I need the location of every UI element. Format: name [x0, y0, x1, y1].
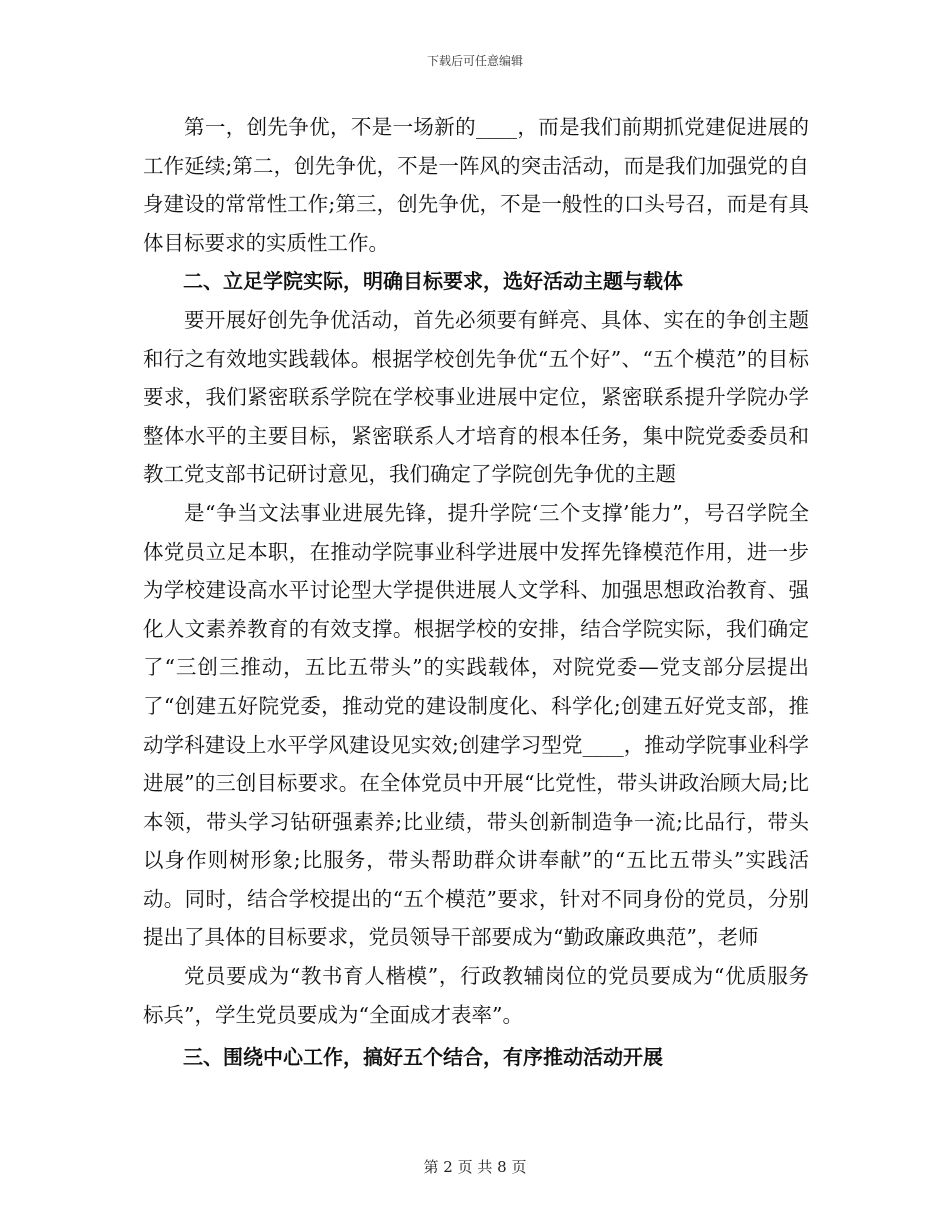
paragraph-1: 第一，创先争优，不是一场新的____，而是我们前期抓党建促进展的工作延续;第二，创先争优，不是一阵风的突击活动，而是我们加强党的自身建设的常常性工作;第三，创先争优，不是一般性的口头号召，而是有具体目标要求的实质性工作。	[143, 115, 809, 255]
page-header-note: 下载后可任意编辑	[426, 54, 523, 68]
paragraph-3: 是“争当文法事业进展先锋，提升学院‘三个支撑’能力”，号召学院全体党员立足本职，在推动学院事业科学进展中发挥先锋模范作用，进一步为学校建设高水平讨论型大学提供进展人文学科、加强思想政治教育、强化人文素养教育的有效支撑。根据学校的安排，结合学院实际，我们确定了“三创三推动，五比五带头”的实践载体，对院党委—党支部分层提出了“创建五好院党委，推动党的建设制度化、科学化;创建五好党支部，推动学科建设上水平学风建设见实效;创建学习型党____，推动学院事业科学进展”的三创目标要求。在全体党员中开展“比党性，带头讲政治顾大局;比本领，带头学习钻研强素养;比业绩，带头创新制造争一流;比品行，带头以身作则树形象;比服务，带头帮助群众讲奉献”的“五比五带头”实践活动。同时，结合学校提出的“五个模范”要求，针对不同身份的党员，分别提出了具体的目标要求，党员领导干部要成为“勤政廉政典范”，老师	[143, 500, 809, 950]
section-heading-3: 三、围绕中心工作，搞好五个结合，有序推动活动开展	[183, 1045, 663, 1070]
page-number: 第 2 页 共 8 页	[423, 1158, 527, 1176]
paragraph-4: 党员要成为“教书育人楷模”，行政教辅岗位的党员要成为“优质服务标兵”，学生党员要成为“全面成才表率”。	[143, 964, 809, 1027]
section-heading-2: 二、立足学院实际，明确目标要求，选好活动主题与载体	[183, 269, 683, 294]
paragraph-2: 要开展好创先争优活动，首先必须要有鲜亮、具体、实在的争创主题和行之有效地实践载体。根据学校创先争优“五个好”、“五个模范”的目标要求，我们紧密联系学院在学校事业进展中定位，紧密联系提升学院办学整体水平的主要目标，紧密联系人才培育的根本任务，集中院党委委员和教工党支部书记研讨意见，我们确定了学院创先争优的主题	[143, 307, 809, 487]
document-body	[143, 108, 809, 1077]
